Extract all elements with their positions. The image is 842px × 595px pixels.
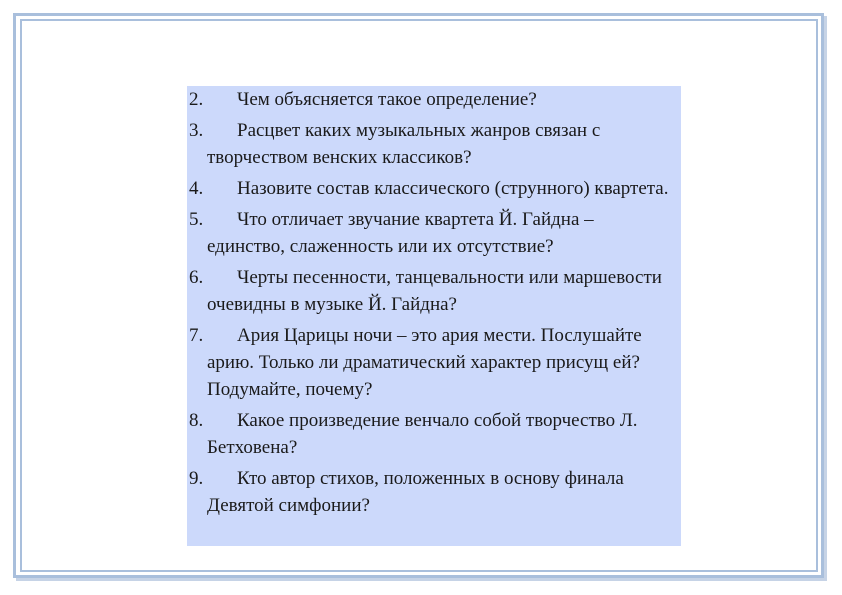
question-number: 4.	[189, 178, 204, 199]
question-text: Ария Царицы ночи – это ария мести. Послушайте арию. Только ли драматический характер присущ ей? Подумайте, почему?	[207, 325, 642, 400]
question-number: 3.	[189, 120, 204, 141]
question-text: Черты песенности, танцевальности или маршевости очевидны в музыке Й. Гайдна?	[207, 267, 662, 315]
question-text: Кто автор стихов, положенных в основу финала Девятой симфонии?	[207, 468, 624, 516]
question-item	[187, 206, 681, 260]
question-item	[187, 264, 681, 318]
question-number: 6.	[189, 267, 204, 288]
question-item	[187, 322, 681, 403]
question-item	[187, 86, 681, 113]
question-number: 9.	[189, 468, 204, 489]
question-item	[187, 175, 681, 202]
question-item	[187, 117, 681, 171]
question-number: 8.	[189, 410, 204, 431]
question-text: Расцвет каких музыкальных жанров связан с творчеством венских классиков?	[207, 120, 601, 168]
question-list	[187, 86, 681, 546]
question-text: Что отличает звучание квартета Й. Гайдна – единство, слаженность или их отсутствие?	[207, 209, 594, 257]
question-item	[187, 407, 681, 461]
question-item	[187, 465, 681, 519]
question-number: 2.	[189, 89, 204, 110]
question-text: Какое произведение венчало собой творчество Л. Бетховена?	[207, 410, 638, 458]
question-text: Назовите состав классического (струнного) квартета.	[237, 178, 669, 199]
question-number: 5.	[189, 209, 204, 230]
question-number: 7.	[189, 325, 204, 346]
question-text: Чем объясняется такое определение?	[237, 89, 537, 110]
